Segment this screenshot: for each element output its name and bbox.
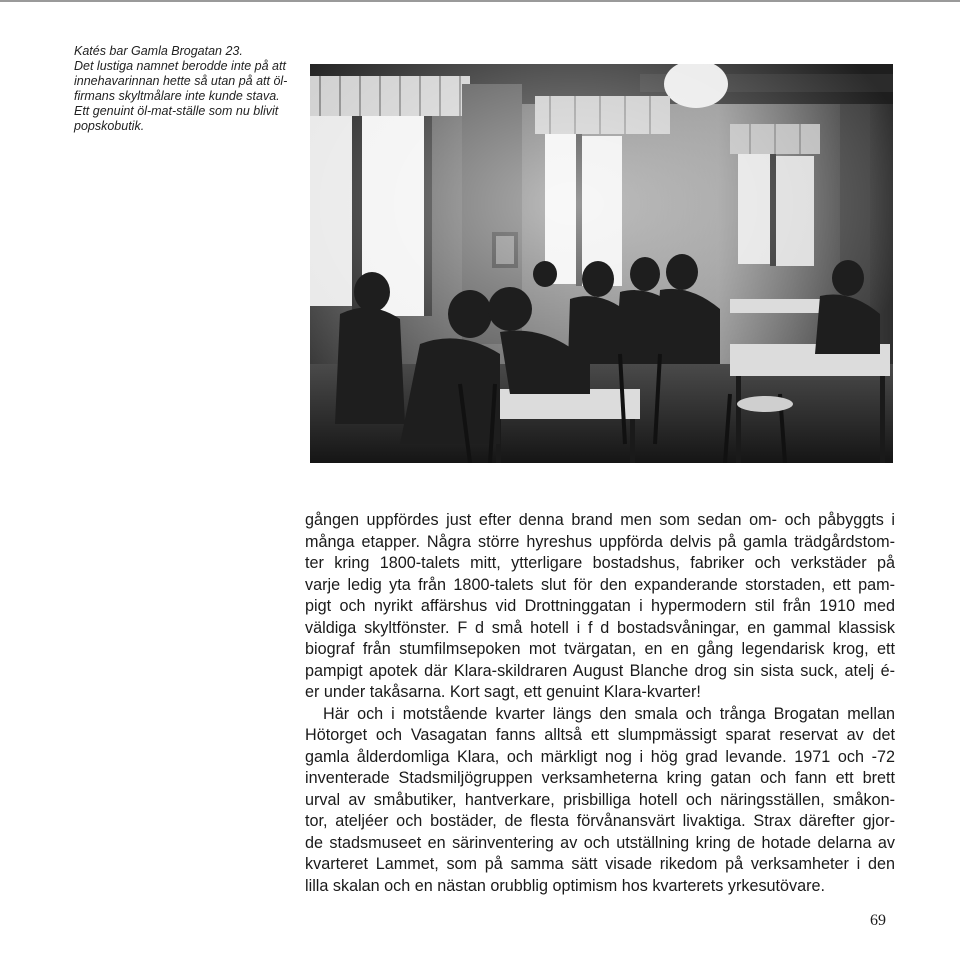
body-line: biograf från stumfilmsepoken mot tvärgatan, en en gång legendarisk krog, ett	[305, 640, 895, 658]
photo-illustration	[310, 64, 893, 463]
cafe-interior-photo	[310, 64, 893, 463]
body-line: de stadsmuseet en särinventering av och utställning kring de hotade delarna av	[305, 833, 895, 852]
body-line: inventerade Stadsmiljögruppen verksamheterna kring gatan och fann ett brett	[305, 769, 895, 787]
body-line: gamla ålderdomliga Klara, och märkligt nog i hög grad levande. 1971 och -72	[305, 747, 895, 766]
body-line: Hötorget och Vasagatan fanns alltså ett slumpmässigt sparat reservat av det	[305, 726, 895, 744]
body-line: pigt och nyrikt affärshus vid Drottninggatan i hypermodern stil från 1910 med	[305, 597, 895, 615]
body-line: varje ledig yta från 1800-talets slut för den expanderande storstaden, ett pam-	[305, 575, 895, 594]
caption-line: Katés bar Gamla Brogatan 23.	[74, 44, 243, 58]
body-line: Här och i motstående kvarter längs den smala och trånga Brogatan mellan	[323, 704, 895, 723]
body-line: urval av småbutiker, hantverkare, prisbilliga hotell och näringsställen, småkon-	[305, 790, 895, 809]
caption-line: firmans skyltmålare inte kunde stava.	[74, 89, 280, 103]
body-text	[305, 510, 895, 897]
body-line: er under takåsarna. Kort sagt, ett genuint Klara-kvarter!	[305, 683, 701, 701]
page-number: 69	[870, 912, 886, 929]
caption-line: Ett genuint öl-mat-ställe som nu blivit	[74, 104, 279, 118]
body-line: kvarteret Lammet, som på samma sätt visade rikedom på verksamheter i den	[305, 855, 895, 873]
caption-line: innehavarinnan hette så utan på att öl-	[74, 74, 288, 88]
photo-caption	[74, 44, 304, 134]
body-line: många etapper. Några större hyreshus uppförda delvis på gamla trädgårdstom-	[305, 532, 895, 551]
body-line: pampigt apotek där Klara-skildraren August Blanche drog sin sista suck, atelj é-	[305, 661, 895, 680]
body-line: lilla skalan och en nästan orubblig optimism hos kvarterets yrkesutövare.	[305, 876, 826, 895]
caption-line: popskobutik.	[74, 119, 145, 133]
body-line: ter kring 1800-talets mitt, ytterligare bostadshus, fabriker och verkstäder på	[305, 554, 895, 572]
body-line: väldiga skyltfönster. F d små hotell i f d bostadsvåningar, en gammal klassisk	[305, 618, 895, 637]
body-line: tor, ateljéer och bostäder, de flesta förvånansvärt livaktiga. Strax därefter gjor-	[305, 812, 895, 830]
caption-line: Det lustiga namnet berodde inte på att	[74, 59, 286, 73]
top-rule	[0, 0, 960, 2]
body-line: gången uppfördes just efter denna brand men som sedan om- och påbyggts i	[305, 511, 895, 529]
